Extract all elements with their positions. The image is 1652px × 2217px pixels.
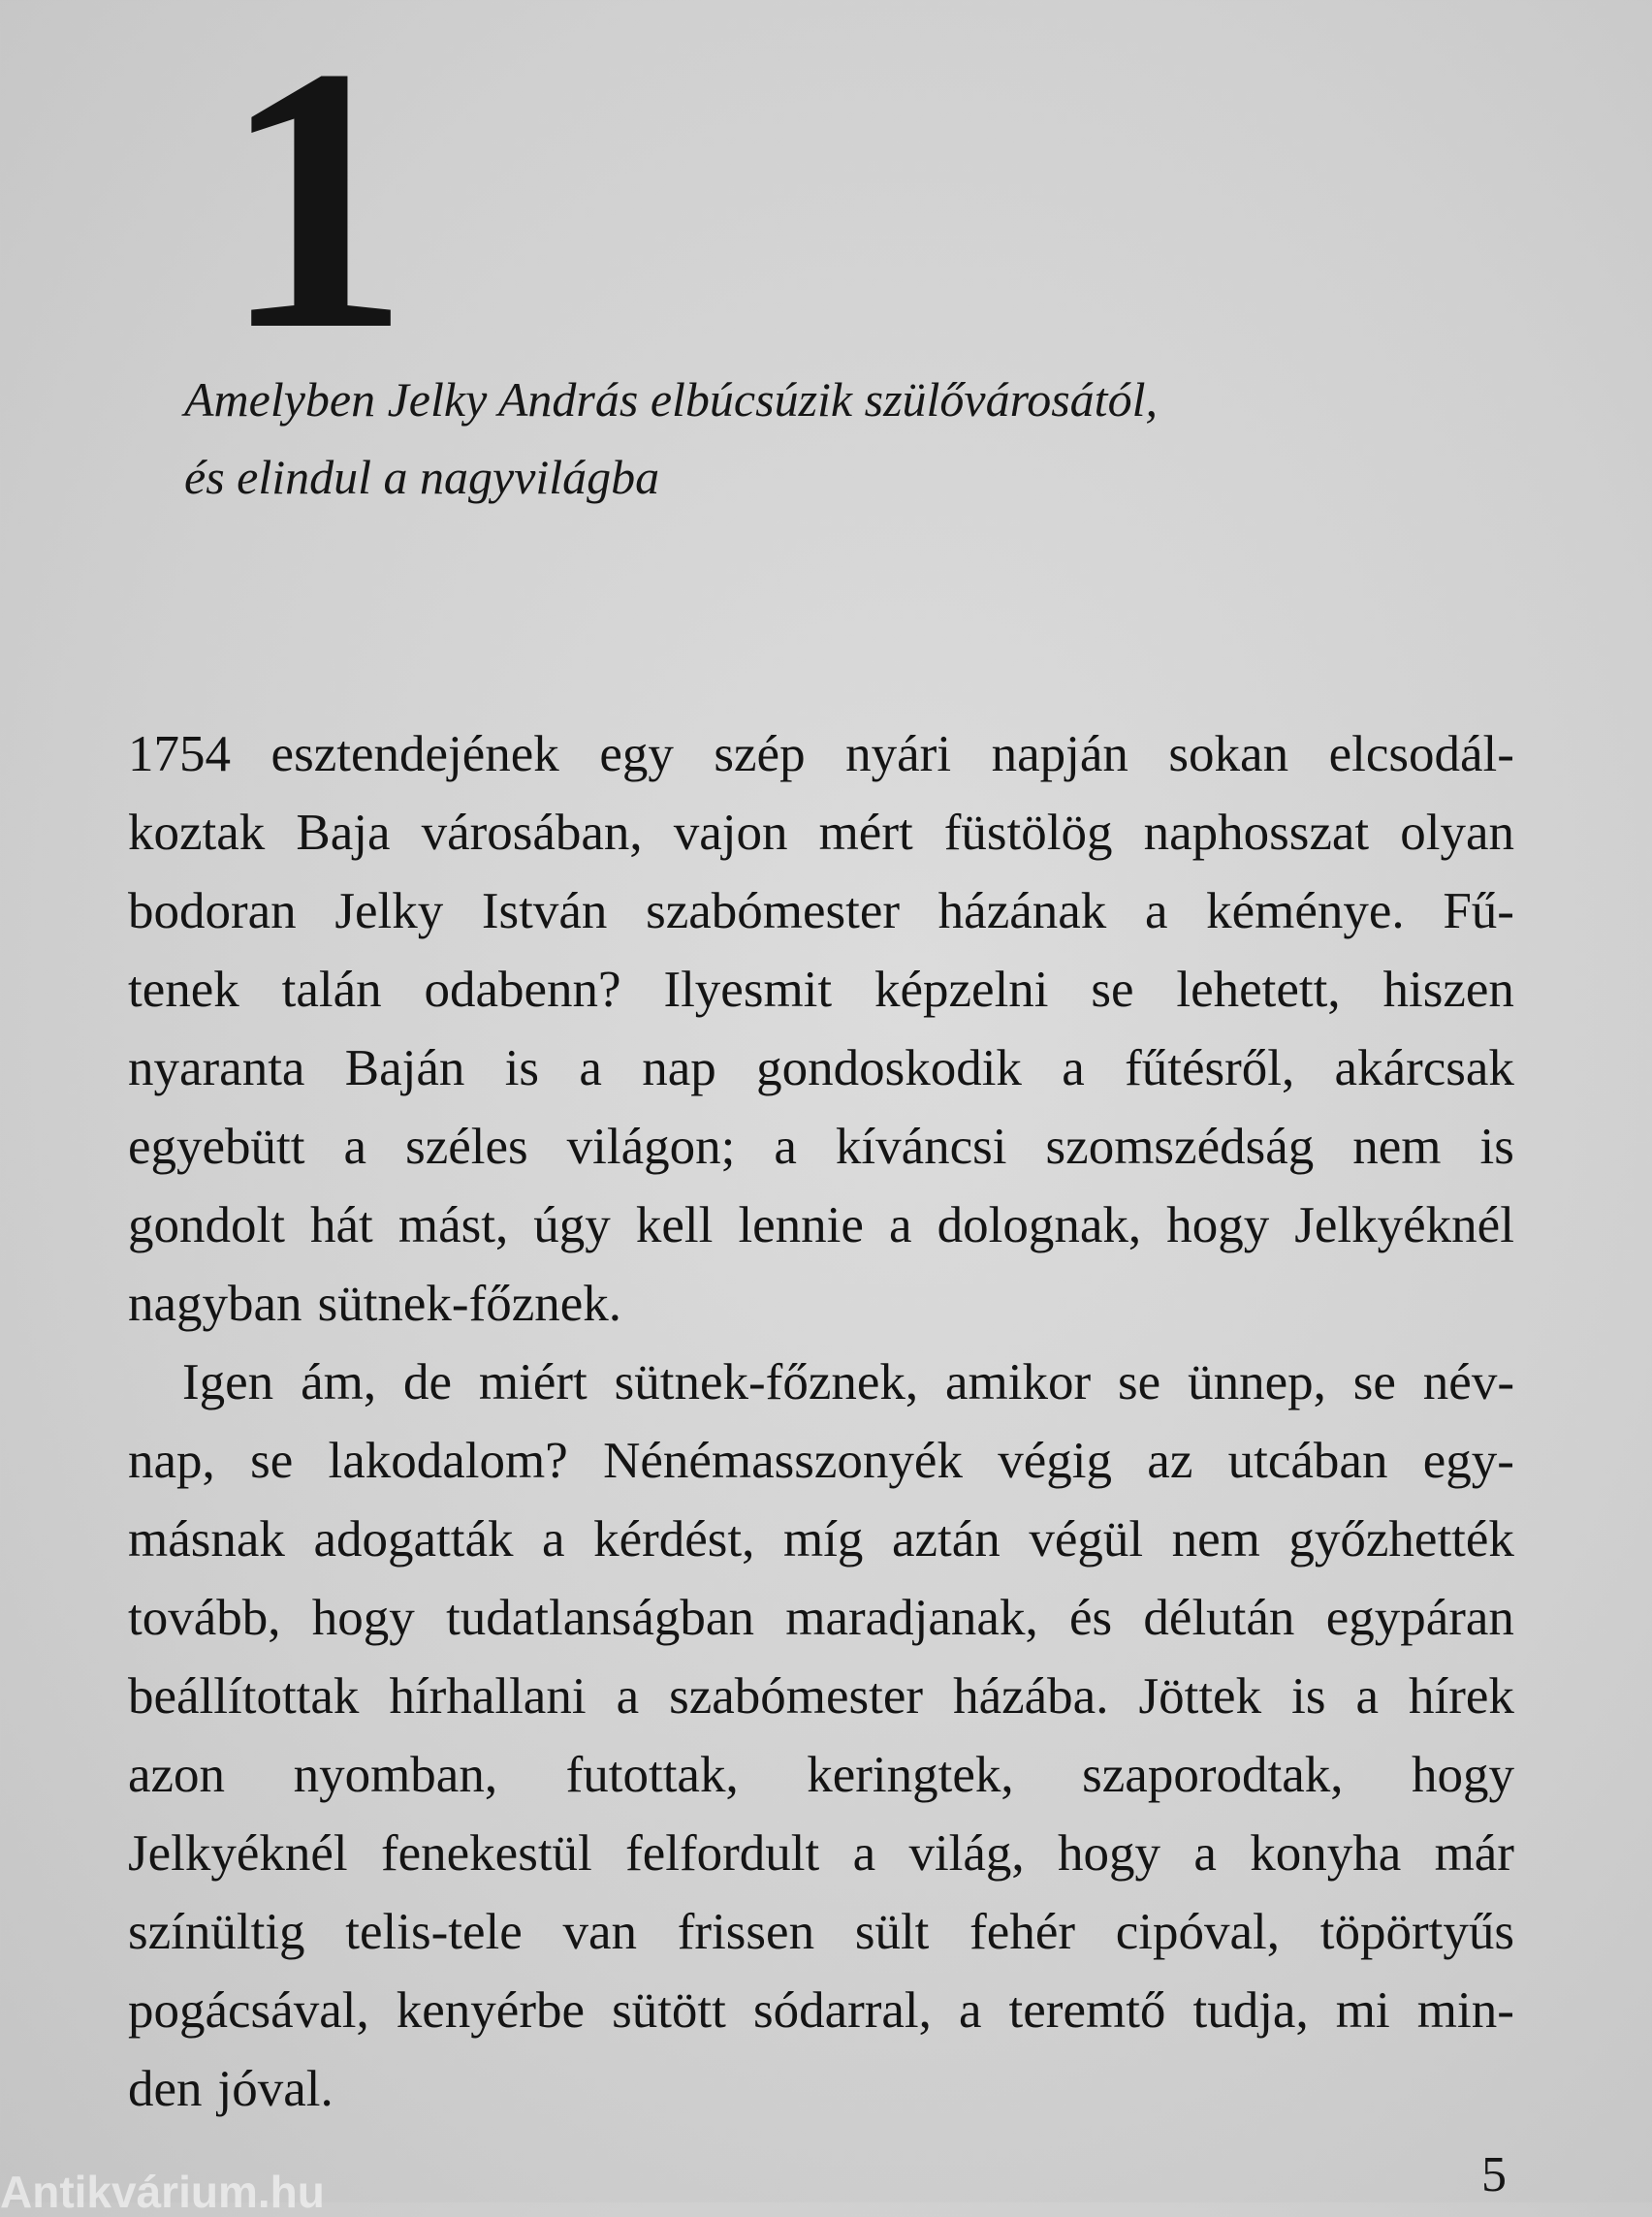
text-line: pogácsával, kenyérbe sütött sódarral, a teremtő tudja, mi min- — [128, 1982, 1514, 2039]
page-number: 5 — [1481, 2147, 1507, 2202]
body-text — [128, 715, 1514, 2129]
text-line: egyebütt a széles világon; a kíváncsi szomszédság nem is — [128, 1119, 1514, 1175]
text-line: gondolt hát mást, úgy kell lennie a dolognak, hogy Jelkyéknél — [128, 1197, 1514, 1253]
subtitle-line: és elindul a nagyvilágba — [184, 450, 660, 504]
paragraph — [128, 715, 1514, 1344]
text-line: nagyban sütnek-főznek. — [128, 1276, 622, 1332]
subtitle-line: Amelyben Jelky András elbúcsúzik szülővárosától, — [184, 372, 1158, 427]
text-line: beállítottak hírhallani a szabómester házába. Jöttek is a hírek — [128, 1668, 1514, 1725]
text-line: Igen ám, de miért sütnek-főznek, amikor se ünnep, se név- — [182, 1354, 1514, 1410]
paragraph — [128, 1344, 1514, 2129]
text-line: Jelkyéknél fenekestül felfordult a világ, hogy a konyha már — [128, 1825, 1514, 1882]
text-line: színültig telis-tele van frissen sült fehér cipóval, töpörtyűs — [128, 1904, 1514, 1960]
text-line: den jóval. — [128, 2061, 334, 2117]
text-line: bodoran Jelky István szabómester házának a kéménye. Fű- — [128, 883, 1514, 939]
text-line: tovább, hogy tudatlanságban maradjanak, és délután egypáran — [128, 1590, 1514, 1646]
chapter-number: 1 — [221, 0, 406, 408]
text-line: másnak adogatták a kérdést, míg aztán végül nem győzhették — [128, 1511, 1514, 1568]
watermark: Antikvárium.hu — [0, 2167, 325, 2217]
text-line: koztak Baja városában, vajon mért füstölög naphosszat olyan — [128, 805, 1514, 861]
chapter-subtitle — [184, 361, 1522, 516]
text-line: azon nyomban, futottak, keringtek, szaporodtak, hogy — [128, 1747, 1514, 1803]
text-line: nap, se lakodalom? Nénémasszonyék végig az utcában egy- — [128, 1433, 1514, 1489]
text-line: nyaranta Baján is a nap gondoskodik a fűtésről, akárcsak — [128, 1040, 1514, 1096]
text-line: 1754 esztendejének egy szép nyári napján sokan elcsodál- — [128, 726, 1514, 782]
text-line: tenek talán odabenn? Ilyesmit képzelni se lehetett, hiszen — [128, 962, 1514, 1018]
